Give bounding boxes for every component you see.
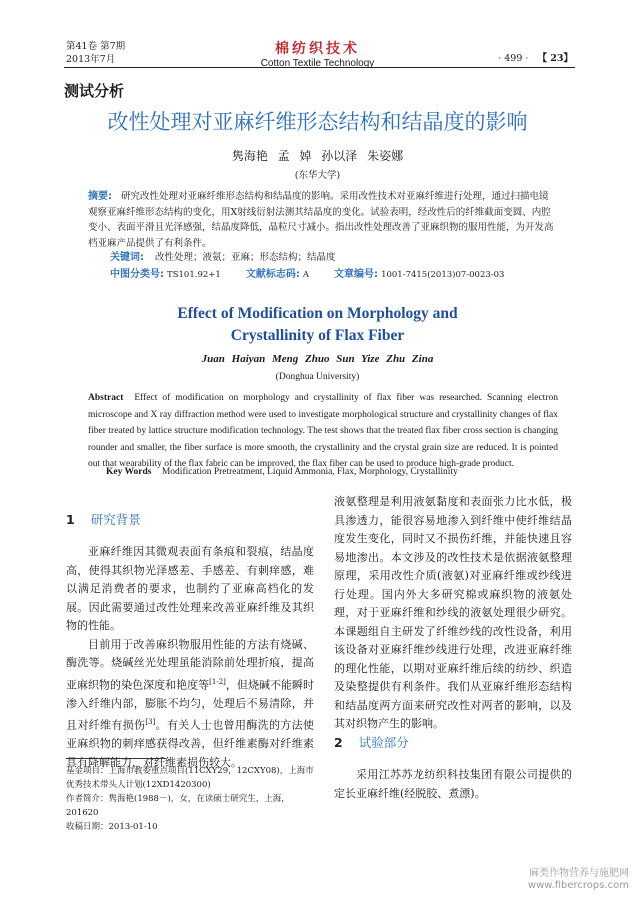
- left-paragraph-2-part-c: 。有关人士也曾用酶洗的方法使亚麻织物的刺痒感获得改善，但纤维素酶对纤维素具有降解能力，对纤维素损伤较大。: [66, 718, 314, 769]
- left-paragraph-2-part-a: 目前用于改善麻织物服用性能的方法有烧碱、酶洗等。烧碱丝光处理虽能消除前处理折痕，提高亚麻织物的染色深度和艳度等: [66, 637, 314, 692]
- abstract-cn-label: 摘要:: [88, 191, 112, 202]
- keywords-en: [106, 464, 566, 481]
- issue-date: 2013年7月: [66, 54, 116, 65]
- affiliation-cn: (东华大学): [294, 170, 341, 181]
- left-paragraph-1: 亚麻纤维因其微观表面有条痕和裂痕，结晶度高，使得其织物光泽感差、手感差、有刺痒感，难以满足消费者的要求，也制约了亚麻高档化的发展。因此需要通过改性处理来改善亚麻纤维及其织物的性能。: [66, 545, 314, 632]
- clc-label: 中图分类号:: [110, 269, 164, 280]
- section-2-number: 2: [334, 735, 343, 750]
- footnote-received: 收稿日期：2013-01-10: [66, 822, 158, 832]
- page-number-article: 【 23】: [537, 53, 573, 64]
- page-number-total: · 499 ·: [498, 53, 529, 64]
- page-number: [498, 52, 573, 65]
- journal-name-en: Cotton Textile Technology: [260, 58, 375, 69]
- citation-1-2: [1-2]: [209, 677, 226, 686]
- abstract-cn: [88, 189, 554, 251]
- header-rule: [64, 67, 575, 68]
- right-column-body: [334, 493, 572, 734]
- abstract-cn-text: 研究改性处理对亚麻纤维形态结构和结晶度的影响。采用改性技术对亚麻纤维进行处理，通过扫描电镜观察亚麻纤维形态结构的变化，用X射线衍射法测其结晶度的变化。试验表明，经改性后的纤维截面变圆、内腔变小、表面平滑且光泽感强，结晶度降低，晶粒尺寸减小。指出改性处理改善了亚麻织物的服用性能，为开发高档亚麻产品提供了有利条件。: [88, 191, 554, 249]
- watermark-line-2: www.fibercrops.com: [527, 880, 629, 891]
- site-watermark: [528, 868, 629, 892]
- watermark-line-1: 麻类作物营养与施肥网: [529, 868, 629, 879]
- keywords-cn-label: 关键词:: [110, 252, 144, 263]
- section-2-title: 试验部分: [358, 735, 409, 750]
- footnote-fund: 基金项目：上海市教委重点项目(11CXY29，12CXY08)，上海市优秀技术带头人计划(12XD1420300): [66, 766, 314, 790]
- classification-line: [110, 267, 570, 284]
- keywords-cn: [110, 250, 550, 266]
- article-no-label: 文章编号:: [334, 269, 379, 280]
- section-1-title: 研究背景: [90, 512, 141, 527]
- section-1-number: 1: [66, 512, 75, 527]
- article-no-value: 1001-7415(2013)07-0023-03: [381, 270, 505, 280]
- section-tag: 测试分析: [64, 82, 125, 100]
- paper-title-en: [0, 303, 635, 347]
- left-paragraph-2: [66, 636, 314, 773]
- abstract-en-label: Abstract: [88, 393, 124, 403]
- section-2-heading: [334, 733, 409, 751]
- left-column-body: [66, 543, 314, 772]
- clc-value: TS101.92+1: [167, 270, 221, 280]
- journal-name-cn: 棉纺织技术: [275, 41, 360, 57]
- keywords-cn-text: 改性处理；液氨；亚麻；形态结构；结晶度: [155, 252, 336, 263]
- authors-cn: 隽海艳 孟 婥 孙以泽 朱姿娜: [231, 149, 404, 163]
- left-paragraph-2-part-b: ，但烧碱不能瞬时渗入纤维内部，膨胀不均匀，处理后不易清除，并且对纤维有损伤: [66, 678, 315, 732]
- right-column-body-2: [334, 766, 572, 803]
- keywords-en-text: Modification Pretreatment, Liquid Ammonia, Flax, Morphology, Crystallinity: [161, 467, 458, 477]
- citation-3: [3]: [145, 718, 156, 727]
- section-1-heading: [66, 510, 141, 528]
- abstract-en: [88, 390, 558, 473]
- paper-title-cn: 改性处理对亚麻纤维形态结构和结晶度的影响: [107, 110, 528, 134]
- affiliation-en: (Donghua University): [275, 372, 360, 382]
- footnote-author: 作者简介：隽海艳(1988－)，女，在读硕士研究生，上海，201620: [66, 794, 290, 818]
- keywords-en-label: Key Words: [106, 467, 152, 477]
- paper-title-en-line1: Effect of Modification on Morphology and: [177, 305, 458, 322]
- footnote: [66, 764, 316, 834]
- doc-code-label: 文献标志码:: [245, 269, 300, 280]
- right-paragraph-1: 液氨整理是利用液氨黏度和表面张力比水低，极具渗透力，能很容易地渗入到纤维中使纤维结晶度发生变化，同时又不损伤纤维，并能快速且容易地渗出。本文涉及的改性技术是依据液氨整理原理，采用改性介质(液氨)对亚麻纤维或纱线进行处理。国内外大多研究棉或麻织物的液氨处理，对于亚麻纤维和纱线的液氨处理很少研究。本课题组自主研发了纤维纱线的改性设备，利用该设备对亚麻纤维纱线进行处理，改进亚麻纤维的理化性能，以期对亚麻纤维后续的纺纱、织造及染整提供有利条件。我们从亚麻纤维形态结构和结晶度两方面来研究改性对两者的影响，以及其对织物产生的影响。: [334, 495, 572, 730]
- authors-en: Juan Haiyan Meng Zhuo Sun Yize Zhu Zina: [201, 353, 434, 365]
- paper-title-en-line2: Crystallinity of Flax Fiber: [230, 327, 405, 344]
- right-paragraph-2: 采用江苏苏龙纺织科技集团有限公司提供的定长亚麻纤维(经脱胶、煮漂)。: [334, 768, 572, 800]
- volume-issue: 第41卷 第7期: [66, 41, 126, 52]
- footnote-rule: [66, 758, 166, 759]
- doc-code-value: A: [302, 270, 309, 280]
- abstract-en-text: Effect of modification on morphology and crystallinity of flax fiber was researched. Scanning electron microscope and X ray diffraction method were used to investigate morphological structure and crystallinity changes of flax fiber treated by lattice structure modification technology. The test shows that the treated flax fiber cross section is changing rounder and smaller, the fiber surface is more smooth, the crystallinity and the crystal grain size are reduced. It is pointed out that wearability of the flax fabric can be improved, the flax fiber can be used to produce high-grade product.: [88, 393, 558, 469]
